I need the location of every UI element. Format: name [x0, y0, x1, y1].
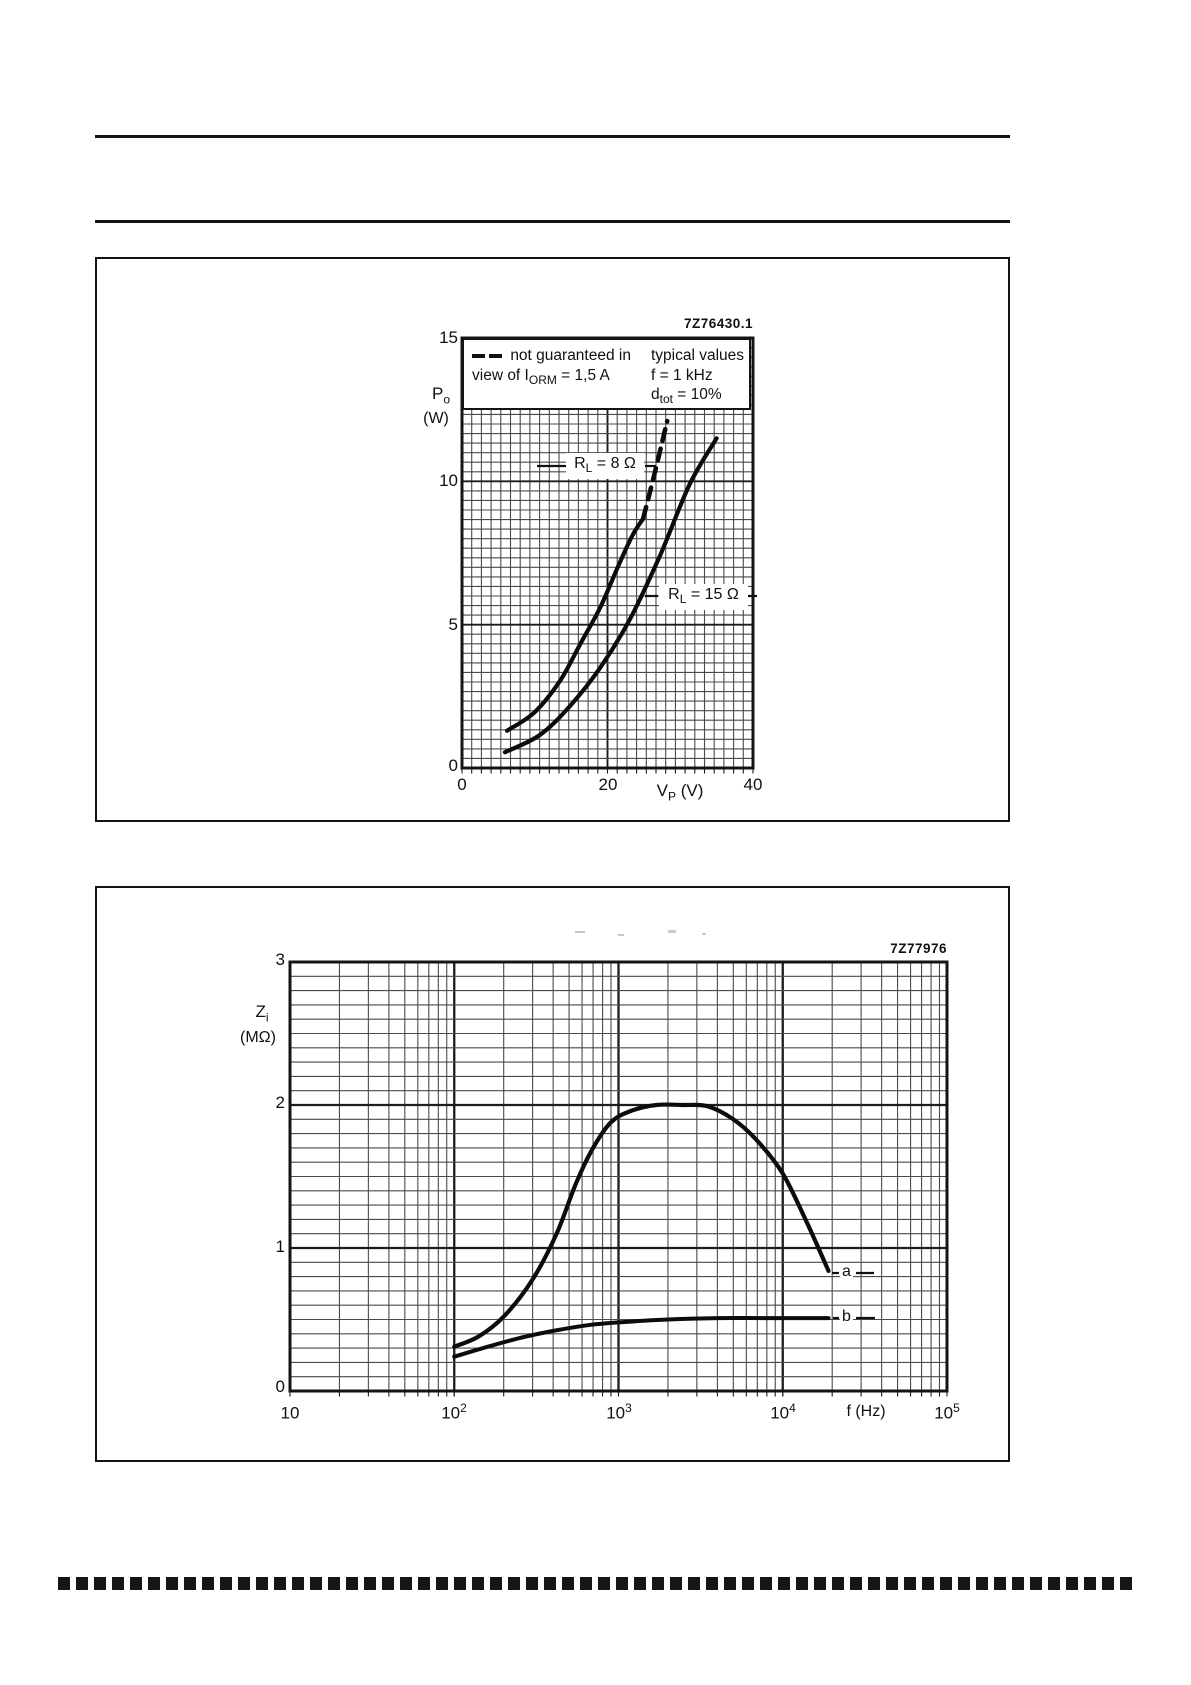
scan-artifact [618, 934, 624, 936]
chart1-xaxis-label: $V_P$ (V) [656, 781, 704, 804]
legend-distortion: $d_{tot} = 10\%$ [651, 386, 722, 407]
chart1-ytick-10: 10 [439, 471, 458, 490]
chart1-legend [462, 338, 751, 410]
chart2-ytick-1: 1 [275, 1237, 285, 1256]
legend-line-2: view of $I_{ORM} = 1,5$ A [472, 367, 610, 388]
legend-line-1: not guaranteed in [472, 347, 631, 365]
top-rule-1 [95, 135, 1010, 138]
chart2-ytick-3: 3 [275, 950, 285, 969]
chart2-xtick-10e5: $10^5$ [934, 1401, 960, 1423]
chart2-plot-svg [180, 930, 970, 1408]
curve-label-rl8: $R_L = 8$ Ω [566, 453, 644, 479]
curve-label-a: a [842, 1263, 851, 1280]
chart2-ytick-2: 2 [275, 1093, 285, 1112]
chart2-figure-code: 7Z77976 [890, 941, 947, 956]
chart2-ytick-0: 0 [275, 1377, 285, 1396]
chart1-yaxis-symbol: $P_o$ [431, 384, 451, 407]
dashed-line-sample-icon [472, 354, 485, 358]
legend-frequency: f = 1 kHz [651, 367, 713, 384]
chart1-yaxis-unit: (W) [423, 410, 449, 427]
chart2-xtick-10e1: 10 [280, 1403, 300, 1423]
chart1-ytick-0: 0 [448, 756, 458, 775]
dashed-line-sample-icon [489, 354, 502, 358]
chart1-xtick-40: 40 [743, 775, 763, 794]
chart2-xtick-10e2: $10^2$ [441, 1401, 467, 1423]
chart2-yaxis-unit: (MΩ) [240, 1029, 276, 1046]
chart1-figure-code: 7Z76430.1 [683, 316, 753, 331]
chart1-ytick-5: 5 [448, 615, 458, 634]
bottom-dashed-strip [58, 1577, 1133, 1590]
chart2-xaxis-label: f (Hz) [846, 1403, 886, 1420]
scan-artifact [668, 930, 676, 933]
top-rule-2 [95, 220, 1010, 223]
curve-label-rl15: $R_L = 15$ Ω [659, 584, 748, 610]
chart1-ytick-15: 15 [439, 328, 458, 347]
scan-artifact [702, 933, 706, 935]
scan-artifact [575, 931, 585, 933]
legend-typical-values: typical values [651, 347, 745, 364]
chart2-xtick-10e3: $10^3$ [606, 1401, 632, 1423]
chart2-xtick-10e4: $10^4$ [770, 1401, 796, 1423]
chart1-xtick-20: 20 [598, 775, 618, 794]
chart2-yaxis-symbol: $Z_i$ [255, 1002, 269, 1025]
chart1-xtick-0: 0 [457, 775, 467, 794]
curve-label-b: b [842, 1308, 851, 1325]
